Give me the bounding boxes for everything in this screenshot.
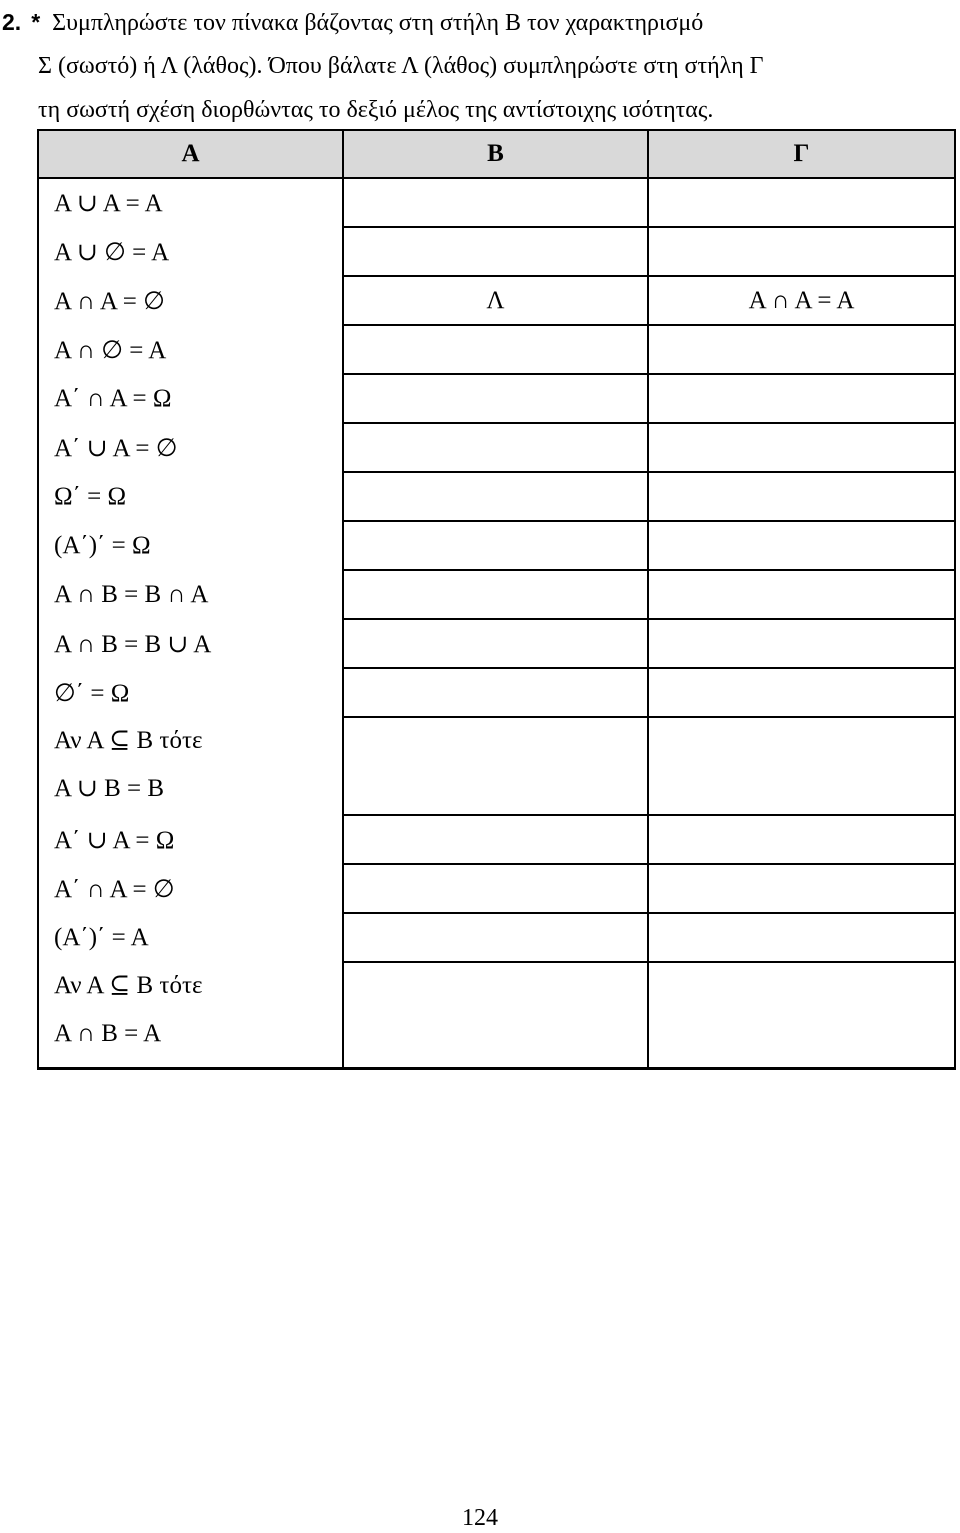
- relation-cell: Α ∪ ∅ = Α: [38, 227, 343, 276]
- table-row: [38, 472, 955, 521]
- true-false-cell[interactable]: [343, 717, 648, 815]
- correction-cell[interactable]: [648, 962, 955, 1069]
- true-false-cell[interactable]: [343, 962, 648, 1069]
- relation-cell: Α΄ ∩ Α = Ω: [38, 374, 343, 423]
- table-body: [38, 178, 955, 1069]
- table-row: [38, 178, 955, 227]
- true-false-cell[interactable]: [343, 815, 648, 864]
- relation-consequence: Α ∩ Β = Α: [54, 1020, 162, 1047]
- table-row: [38, 227, 955, 276]
- correction-cell[interactable]: [648, 178, 955, 227]
- relation-cell: Ω΄ = Ω: [38, 472, 343, 521]
- relation-cell: Α ∪ Α = Α: [38, 178, 343, 227]
- relation-cell: Α ∩ Β = Β ∪ Α: [38, 619, 343, 668]
- correction-cell[interactable]: [648, 325, 955, 374]
- header-column-b: Β: [343, 130, 648, 178]
- relation-cell: Α ∩ Β = Β ∩ Α: [38, 570, 343, 619]
- correction-cell[interactable]: [648, 668, 955, 717]
- correction-cell[interactable]: [648, 913, 955, 962]
- true-false-cell[interactable]: [343, 913, 648, 962]
- page-number: 124: [462, 1505, 498, 1531]
- table-row: [38, 619, 955, 668]
- relation-cell: Α΄ ∩ Α = ∅: [38, 864, 343, 913]
- correction-cell[interactable]: Α ∩ Α = Α: [648, 276, 955, 325]
- instruction-line-2: Σ (σωστό) ή Λ (λάθος). Όπου βάλατε Λ (λάθος) συμπληρώστε στη στήλη Γ: [38, 53, 764, 79]
- question-number: 2.: [2, 9, 22, 35]
- relation-cell: [38, 717, 343, 815]
- relation-cell: (Α΄)΄ = Ω: [38, 521, 343, 570]
- relation-condition: Αν Α ⊆ Β τότε: [54, 972, 203, 999]
- true-false-cell[interactable]: [343, 178, 648, 227]
- true-false-table: [37, 129, 956, 1070]
- true-false-cell[interactable]: [343, 374, 648, 423]
- true-false-cell[interactable]: [343, 521, 648, 570]
- table-row: [38, 374, 955, 423]
- table-row: [38, 962, 955, 1069]
- relation-cell: Α΄ ∪ Α = ∅: [38, 423, 343, 472]
- relation-cell: Α΄ ∪ Α = Ω: [38, 815, 343, 864]
- correction-cell[interactable]: [648, 717, 955, 815]
- table-row: [38, 717, 955, 815]
- true-false-cell[interactable]: [343, 325, 648, 374]
- relation-cell: ∅΄ = Ω: [38, 668, 343, 717]
- true-false-cell[interactable]: [343, 619, 648, 668]
- relation-cell: [38, 962, 343, 1069]
- correction-cell[interactable]: [648, 227, 955, 276]
- true-false-cell[interactable]: [343, 864, 648, 913]
- table-row: [38, 423, 955, 472]
- true-false-cell[interactable]: [343, 227, 648, 276]
- relation-cell: (Α΄)΄ = Α: [38, 913, 343, 962]
- table-header-row: [38, 130, 955, 178]
- true-false-cell[interactable]: [343, 668, 648, 717]
- exercise-instructions: [0, 0, 960, 132]
- correction-cell[interactable]: [648, 423, 955, 472]
- header-column-a: Α: [38, 130, 343, 178]
- table-row: [38, 325, 955, 374]
- relation-cell: Α ∩ Α = ∅: [38, 276, 343, 325]
- correction-cell[interactable]: [648, 864, 955, 913]
- table-row: [38, 913, 955, 962]
- instruction-line-1: [0, 0, 960, 44]
- correction-cell[interactable]: [648, 570, 955, 619]
- table-row: [38, 864, 955, 913]
- correction-cell[interactable]: [648, 619, 955, 668]
- correction-cell[interactable]: [648, 815, 955, 864]
- correction-cell[interactable]: [648, 374, 955, 423]
- true-false-cell[interactable]: Λ: [343, 276, 648, 325]
- table-row: [38, 276, 955, 325]
- star-marker: *: [31, 9, 41, 35]
- correction-cell[interactable]: [648, 521, 955, 570]
- relation-cell: Α ∩ ∅ = Α: [38, 325, 343, 374]
- instruction-text-1: Συμπληρώστε τον πίνακα βάζοντας στη στήλη Β τον χαρακτηρισμό: [52, 10, 704, 36]
- true-false-cell[interactable]: [343, 423, 648, 472]
- table-row: [38, 815, 955, 864]
- table-row: [38, 521, 955, 570]
- relation-consequence: Α ∪ Β = Β: [54, 775, 165, 802]
- true-false-cell[interactable]: [343, 472, 648, 521]
- correction-cell[interactable]: [648, 472, 955, 521]
- table-row: [38, 668, 955, 717]
- header-column-c: Γ: [648, 130, 955, 178]
- instruction-line-3: τη σωστή σχέση διορθώντας το δεξιό μέλος της αντίστοιχης ισότητας.: [38, 97, 714, 123]
- table-row: [38, 570, 955, 619]
- relation-condition: Αν Α ⊆ Β τότε: [54, 727, 203, 754]
- true-false-cell[interactable]: [343, 570, 648, 619]
